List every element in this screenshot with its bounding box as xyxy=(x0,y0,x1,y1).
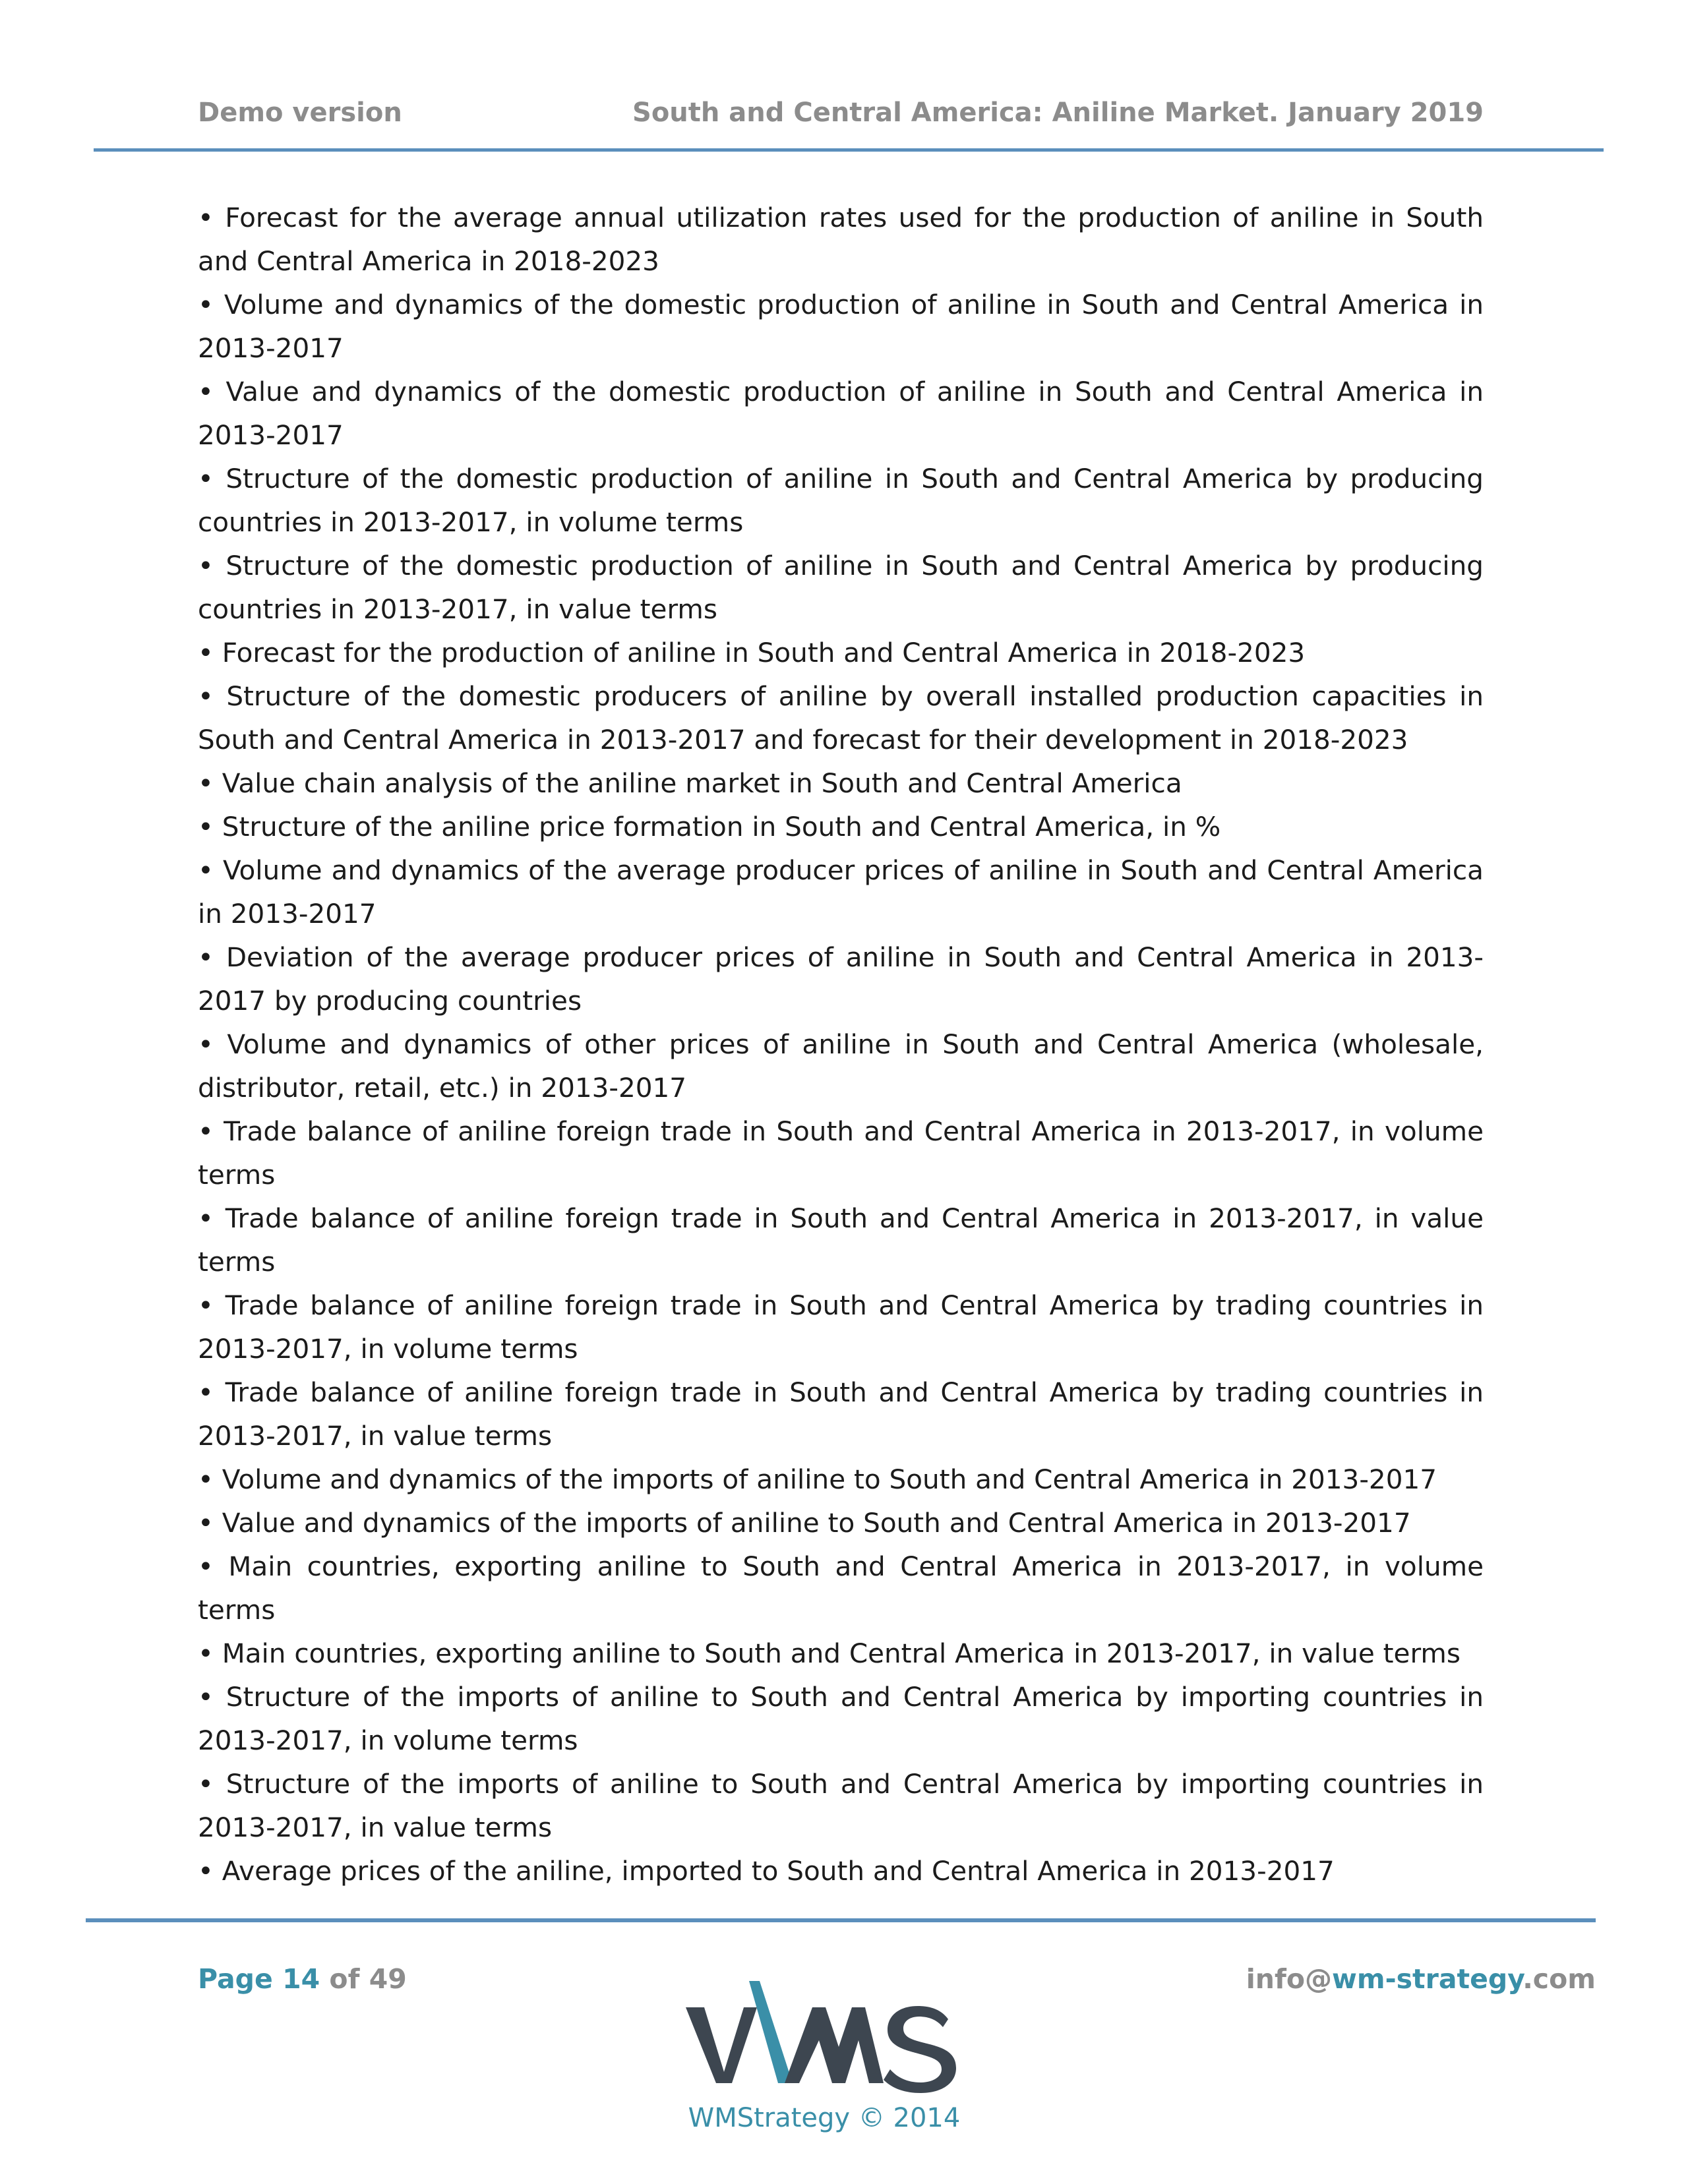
list-item: • Deviation of the average producer prices of aniline in South and Central America in 2013-2017 by producing countries xyxy=(198,941,1484,1017)
list-item: • Structure of the aniline price formation in South and Central America, in % xyxy=(198,811,1221,842)
list-item: • Trade balance of aniline foreign trade in South and Central America by trading countries in 2013-2017, in value terms xyxy=(198,1376,1484,1452)
page-word: Page xyxy=(198,1963,273,1995)
email-domain: wm-strategy xyxy=(1331,1963,1523,1995)
list-item: • Trade balance of aniline foreign trade in South and Central America in 2013-2017, in volume terms xyxy=(198,1115,1484,1191)
wms-logo xyxy=(686,1974,963,2100)
wms-logo-icon xyxy=(686,1974,963,2100)
list-item: • Value chain analysis of the aniline market in South and Central America xyxy=(198,767,1182,799)
list-item: • Main countries, exporting aniline to South and Central America in 2013-2017, in volume terms xyxy=(198,1550,1484,1626)
header-divider xyxy=(94,148,1604,152)
of-word: of xyxy=(329,1963,360,1995)
list-item: • Average prices of the aniline, imported to South and Central America in 2013-2017 xyxy=(198,1855,1335,1887)
current-page: 14 xyxy=(282,1963,320,1995)
email-suffix: .com xyxy=(1522,1963,1596,1995)
list-item: • Volume and dynamics of the average producer prices of aniline in South and Central America in 2013-2017 xyxy=(198,854,1484,930)
list-item: • Forecast for the production of aniline in South and Central America in 2018-2023 xyxy=(198,637,1306,668)
list-item: • Trade balance of aniline foreign trade in South and Central America by trading countries in 2013-2017, in volume terms xyxy=(198,1289,1484,1365)
demo-version-label: Demo version xyxy=(198,98,402,128)
bullet-list xyxy=(198,196,1484,1893)
copyright-text: WMStrategy © 2014 xyxy=(688,2103,961,2133)
list-item: • Structure of the domestic production of aniline in South and Central America by producing countries in 2013-2017, in volume terms xyxy=(198,463,1484,538)
contact-email[interactable] xyxy=(1246,1963,1596,1995)
list-item: • Value and dynamics of the domestic production of aniline in South and Central America in 2013-2017 xyxy=(198,376,1484,451)
list-item: • Trade balance of aniline foreign trade in South and Central America in 2013-2017, in value terms xyxy=(198,1202,1484,1278)
footer-divider xyxy=(86,1918,1596,1922)
list-item: • Structure of the imports of aniline to South and Central America by importing countries in 2013-2017, in volume terms xyxy=(198,1681,1484,1756)
list-item: • Forecast for the average annual utilization rates used for the production of aniline in South and Central America in 2018-2023 xyxy=(198,202,1484,277)
total-pages: 49 xyxy=(369,1963,407,1995)
email-prefix: info@ xyxy=(1246,1963,1332,1995)
list-item: • Main countries, exporting aniline to South and Central America in 2013-2017, in value terms xyxy=(198,1638,1461,1669)
list-item: • Structure of the imports of aniline to South and Central America by importing countries in 2013-2017, in value terms xyxy=(198,1768,1484,1843)
list-item: • Volume and dynamics of other prices of aniline in South and Central America (wholesale, distributor, retail, etc.) in 2013-2017 xyxy=(198,1028,1484,1104)
list-item: • Structure of the domestic producers of aniline by overall installed production capacities in South and Central America in 2013-2017 and forecast for their development in 2018-2023 xyxy=(198,680,1484,755)
list-item: • Value and dynamics of the imports of aniline to South and Central America in 2013-2017 xyxy=(198,1507,1411,1539)
page-header xyxy=(198,98,1484,137)
list-item: • Volume and dynamics of the imports of aniline to South and Central America in 2013-2017 xyxy=(198,1463,1437,1495)
list-item: • Structure of the domestic production of aniline in South and Central America by producing countries in 2013-2017, in value terms xyxy=(198,550,1484,625)
page-number xyxy=(198,1963,407,1995)
document-title: South and Central America: Aniline Market. January 2019 xyxy=(632,98,1484,128)
list-item: • Volume and dynamics of the domestic production of aniline in South and Central America in 2013-2017 xyxy=(198,289,1484,364)
